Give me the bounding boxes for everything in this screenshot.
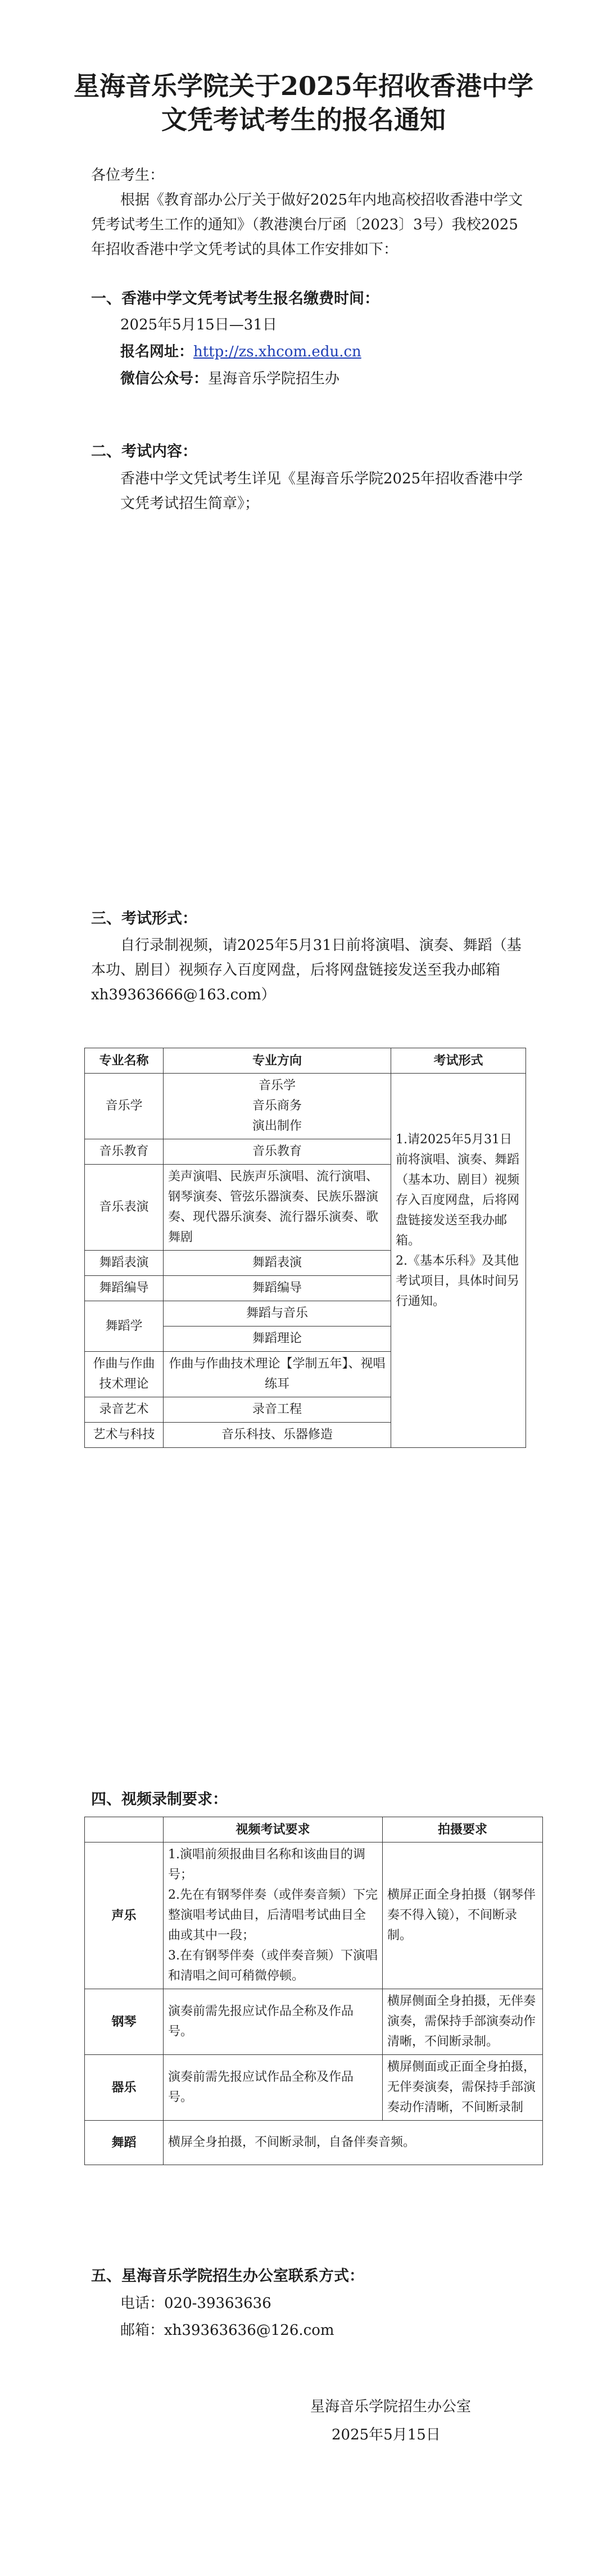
category-cell: 钢琴 [85, 1989, 164, 2055]
table-header: 专业名称 [85, 1048, 164, 1074]
category-cell: 舞蹈 [85, 2121, 164, 2165]
table-row [85, 1074, 526, 1139]
direction-cell: 音乐科技、乐器修造 [164, 1423, 391, 1448]
direction-cell: 美声演唱、民族声乐演唱、流行演唱、钢琴演奏、管弦乐器演奏、民族乐器演奏、现代器乐演奏、流行器乐演奏、歌舞剧 [164, 1165, 391, 1251]
table-header [85, 1817, 164, 1842]
section4-heading: 四、视频录制要求： [91, 1791, 228, 1808]
direction-item: 音乐学 [258, 1079, 296, 1093]
section2-body: 香港中学文凭试考生详见《星海音乐学院2025年招收香港中学文凭考试招生简章》； [120, 470, 523, 512]
wechat-label: 微信公众号： [120, 370, 209, 387]
direction-cell: 录音工程 [164, 1397, 391, 1423]
requirement-item: 2.先在有钢琴伴奏（或伴奏音频）下完整演唱考试曲目，后清唱考试曲目全曲或其中一段； [168, 1888, 378, 1943]
requirement-cell: 演奏前需先报应试作品全称及作品号。 [164, 2055, 383, 2121]
wechat-account [91, 366, 529, 391]
table-header: 视频考试要求 [164, 1817, 383, 1842]
major-cell: 舞蹈表演 [85, 1251, 164, 1276]
table-row [85, 2055, 543, 2121]
shooting-cell: 横屏正面全身拍摄（钢琴伴奏不得入镜），不间断录制。 [383, 1842, 543, 1989]
section1-heading: 一、香港中学文凭考试考生报名缴费时间： [91, 290, 379, 307]
shooting-cell: 横屏侧面或正面全身拍摄，无伴奏演奏，需保持手部演奏动作清晰，不间断录制 [383, 2055, 543, 2121]
major-cell: 艺术与科技 [85, 1423, 164, 1448]
major-cell: 音乐表演 [85, 1165, 164, 1251]
section5-heading: 五、星海音乐学院招生办公室联系方式： [91, 2267, 364, 2285]
registration-date: 2025年5月15日—31日 [120, 316, 277, 333]
direction-cell: 作曲与作曲技术理论【学制五年】、视唱练耳 [164, 1352, 391, 1397]
section3-body: 自行录制视频，请2025年5月31日前将演唱、演奏、舞蹈（基本功、剧目）视频存入百度网盘，后将网盘链接发送至我办邮箱xh39363666@163.com） [91, 937, 522, 1003]
wechat-value: 星海音乐学院招生办 [208, 370, 340, 387]
salutation: 各位考生： [91, 167, 165, 184]
table-header: 考试形式 [391, 1048, 526, 1074]
major-cell: 舞蹈学 [85, 1301, 164, 1352]
exam-form-table [84, 1048, 526, 1448]
direction-cell: 舞蹈表演 [164, 1251, 391, 1276]
requirement-cell [164, 1842, 383, 1989]
direction-item: 演出制作 [252, 1119, 302, 1133]
direction-cell: 音乐教育 [164, 1139, 391, 1165]
exam-form-cell: 1.请2025年5月31日前将演唱、演奏、舞蹈（基本功、剧目）视频存入百度网盘，后将网盘链接发送至我办邮箱。 2.《基本乐科》及其他考试项目，具体时间另行通知。 [391, 1074, 526, 1448]
major-cell: 录音艺术 [85, 1397, 164, 1423]
major-cell: 音乐学 [85, 1074, 164, 1139]
major-cell: 音乐教育 [85, 1139, 164, 1165]
signature-date: 2025年5月15日 [332, 2426, 441, 2443]
table-row [85, 1989, 543, 2055]
registration-site-link[interactable]: http://zs.xhcom.edu.cn [193, 343, 361, 360]
direction-cell: 舞蹈与音乐 [164, 1301, 391, 1327]
requirement-cell: 横屏全身拍摄，不间断录制，自备伴奏音频。 [164, 2121, 543, 2165]
section2-heading: 二、考试内容： [91, 443, 197, 460]
category-cell: 器乐 [85, 2055, 164, 2121]
direction-item: 音乐商务 [252, 1099, 302, 1113]
shooting-cell: 横屏侧面全身拍摄，无伴奏演奏，需保持手部演奏动作清晰，不间断录制。 [383, 1989, 543, 2055]
registration-site [91, 339, 529, 364]
major-cell: 作曲与作曲技术理论 [85, 1352, 164, 1397]
intro-paragraph: 根据《教育部办公厅关于做好2025年内地高校招收香港中学文凭考试考生工作的通知》（教港澳台厅函〔2023〕3号）我校2025年招收香港中学文凭考试的具体工作安排如下： [91, 192, 523, 258]
requirement-item: 1.演唱前须报曲目名称和该曲目的调号； [168, 1848, 365, 1882]
requirement-item: 3.在有钢琴伴奏（或伴奏音频）下演唱和清唱之间可稍微停顿。 [168, 1949, 378, 1983]
category-cell: 声乐 [85, 1842, 164, 1989]
direction-cell: 舞蹈理论 [164, 1327, 391, 1352]
signature-org: 星海音乐学院招生办公室 [310, 2398, 472, 2415]
table-row [85, 1842, 543, 1989]
major-cell: 舞蹈编导 [85, 1276, 164, 1301]
table-header: 拍摄要求 [383, 1817, 543, 1842]
site-label: 报名网址： [120, 343, 194, 360]
page-title-line2: 文凭考试考生的报名通知 [161, 105, 446, 135]
contact-email: 邮箱：xh39363636@126.com [120, 2322, 334, 2339]
table-header: 专业方向 [164, 1048, 391, 1074]
table-row [85, 2121, 543, 2165]
requirement-cell: 演奏前需先报应试作品全称及作品号。 [164, 1989, 383, 2055]
section3-heading: 三、考试形式： [91, 910, 197, 927]
video-requirements-table [84, 1817, 543, 2165]
contact-phone: 电话：020-39363636 [120, 2295, 271, 2312]
direction-cell: 舞蹈编导 [164, 1276, 391, 1301]
page-title-line1: 星海音乐学院关于2025年招收香港中学 [73, 71, 534, 101]
direction-cell [164, 1074, 391, 1139]
